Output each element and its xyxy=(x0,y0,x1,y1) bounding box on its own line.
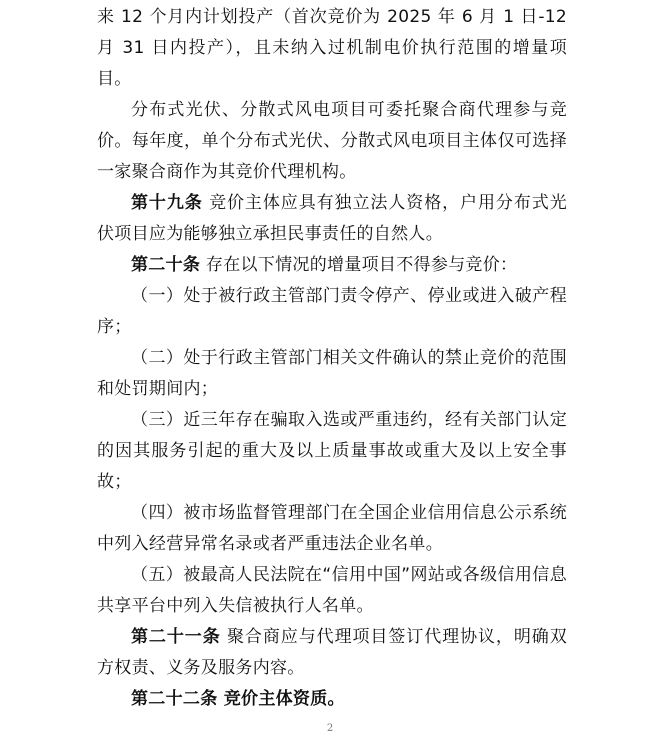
list-item xyxy=(97,498,567,560)
article-text: 存在以下情况的增量项目不得参与竞价： xyxy=(205,255,518,275)
article-text: 竞价主体资质。 xyxy=(223,689,345,709)
list-item xyxy=(97,405,567,498)
list-item-text: （五）被最高人民法院在“信用中国”网站或各级信用信息共享平台中列入失信被执行人名单。 xyxy=(97,565,567,616)
list-item xyxy=(97,560,567,622)
paragraph-text: 分布式光伏、分散式风电项目可委托聚合商代理参与竞价。每年度，单个分布式光伏、分散式风电项目主体仅可选择一家聚合商作为其竞价代理机构。 xyxy=(97,100,567,182)
article-heading: 第十九条 xyxy=(131,193,203,213)
list-item xyxy=(97,343,567,405)
page-number: 2 xyxy=(326,723,334,734)
list-item-text: （四）被市场监督管理部门在全国企业信用信息公示系统中列入经营异常名录或者严重违法企业名单。 xyxy=(97,503,567,554)
article-22 xyxy=(97,684,567,715)
paragraph-text: 来 12 个月内计划投产（首次竞价为 2025 年 6 月 1 日-12 月 31 日内投产），且未纳入过机制电价执行范围的增量项目。 xyxy=(97,7,567,89)
article-heading: 第二十一条 xyxy=(131,627,221,647)
list-item-text: （一）处于被行政主管部门责令停产、停业或进入破产程序； xyxy=(97,286,567,337)
article-19 xyxy=(97,188,567,250)
list-item-text: （二）处于行政主管部门相关文件确认的禁止竞价的范围和处罚期间内； xyxy=(97,348,567,399)
article-text: 竞价主体应具有独立法人资格，户用分布式光伏项目应为能够独立承担民事责任的自然人。 xyxy=(97,193,567,244)
document-body xyxy=(97,2,567,715)
article-20 xyxy=(97,250,567,281)
list-item-text: （三）近三年存在骗取入选或严重违约，经有关部门认定的因其服务引起的重大及以上质量事故或重大及以上安全事故； xyxy=(97,410,567,492)
list-item xyxy=(97,281,567,343)
article-heading: 第二十二条 xyxy=(131,689,218,709)
article-text: 聚合商应与代理项目签订代理协议，明确双方权责、义务及服务内容。 xyxy=(97,627,568,678)
paragraph-continuation xyxy=(97,2,567,95)
article-heading: 第二十条 xyxy=(131,255,201,275)
paragraph-aggregator-delegation xyxy=(97,95,567,188)
article-21 xyxy=(97,622,567,684)
